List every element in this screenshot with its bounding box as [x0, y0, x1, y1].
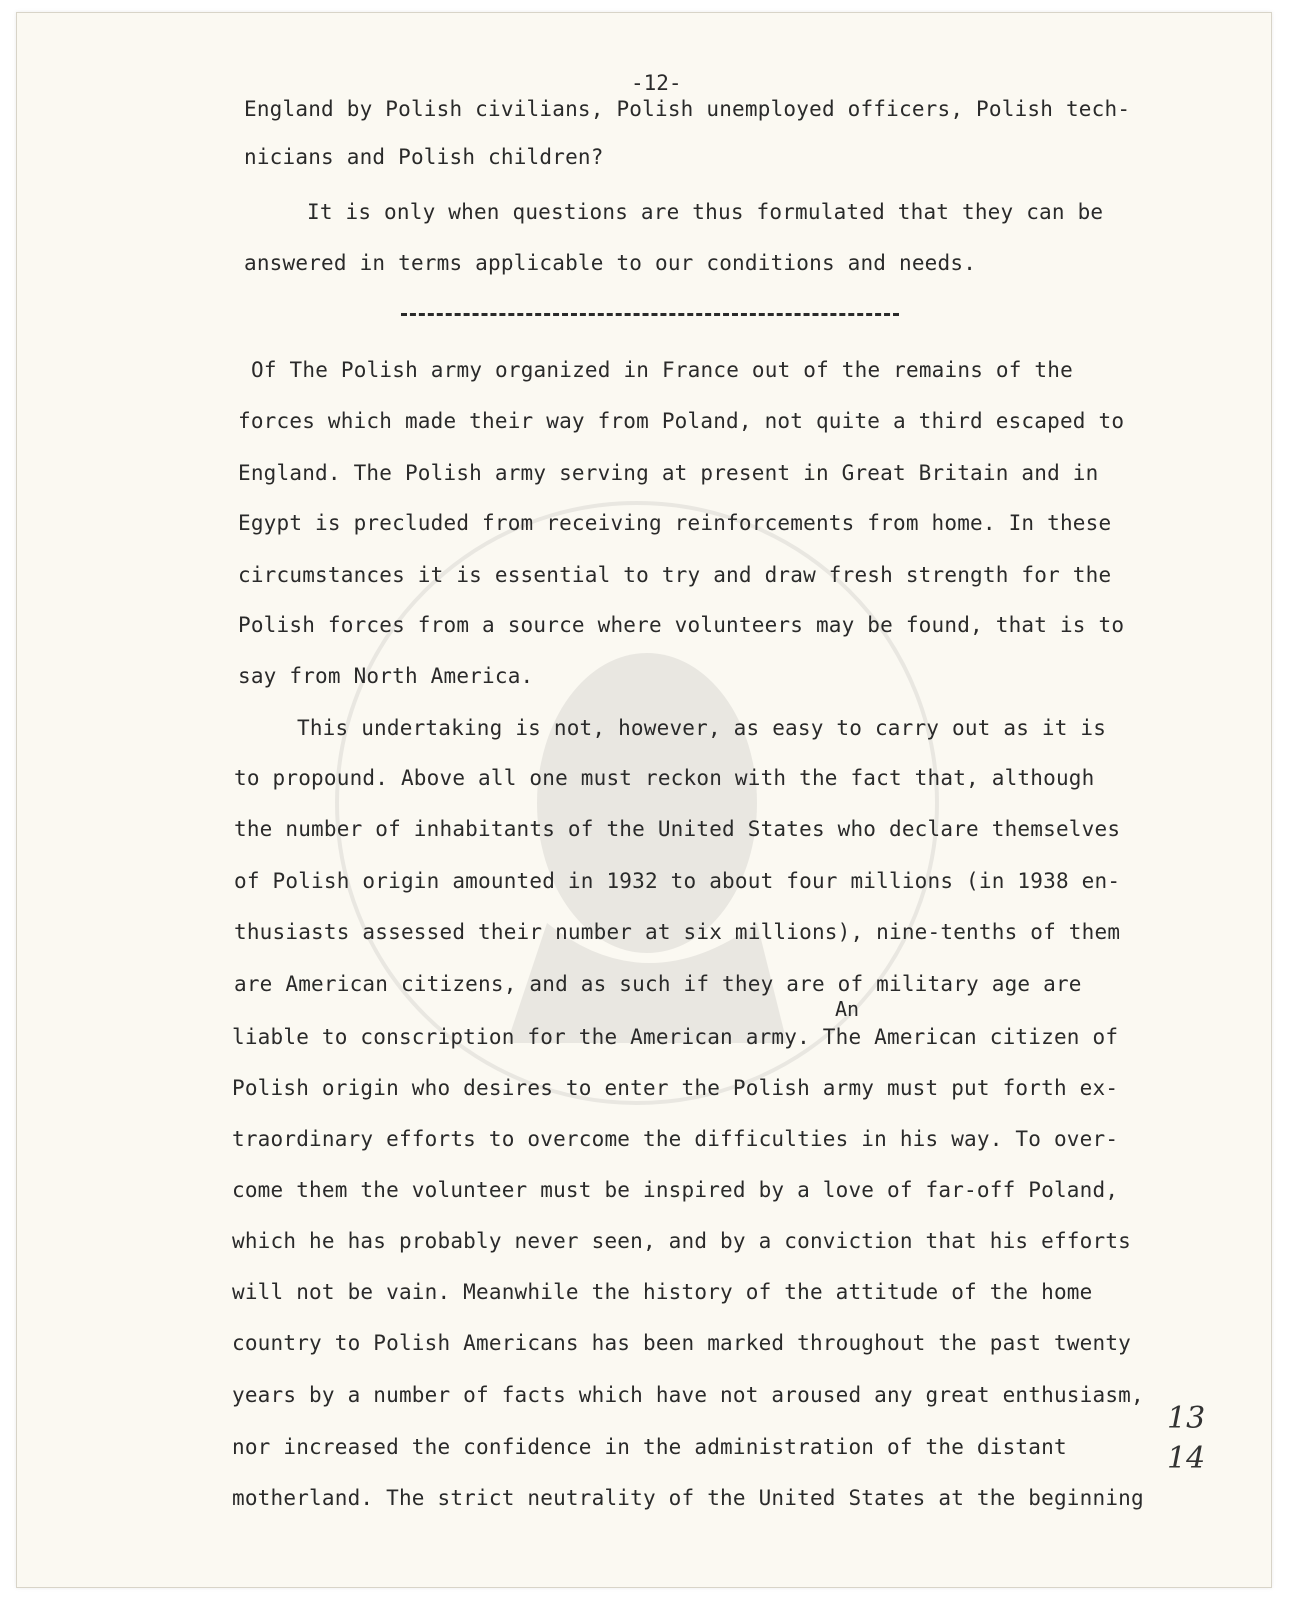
- page-number: -12-: [631, 71, 682, 95]
- text-line: Polish origin who desires to enter the Polish army must put forth ex-: [232, 1076, 1119, 1100]
- text-line: the number of inhabitants of the United States who declare themselves: [234, 817, 1121, 841]
- typed-insertion: An: [835, 997, 860, 1021]
- text-line: come them the volunteer must be inspired by a love of far-off Poland,: [232, 1178, 1119, 1202]
- handwritten-folio-number: 13: [1167, 1401, 1206, 1436]
- text-line: England. The Polish army serving at present in Great Britain and in: [238, 461, 1099, 485]
- text-line: Polish forces from a source where volunteers may be found, that is to: [238, 613, 1125, 637]
- text-line: motherland. The strict neutrality of the United States at the beginning: [232, 1486, 1144, 1510]
- text-line: Of The Polish army organized in France out of the remains of the: [251, 358, 1073, 382]
- text-line: circumstances it is essential to try and draw fresh strength for the: [238, 563, 1112, 587]
- text-line: will not be vain. Meanwhile the history of the attitude of the home: [232, 1280, 1093, 1304]
- text-line: years by a number of facts which have not aroused any great enthusiasm,: [232, 1383, 1144, 1407]
- text-line: This undertaking is not, however, as easy to carry out as it is: [297, 716, 1107, 740]
- text-line: liable to conscription for the American army. The American citizen of: [232, 1025, 1119, 1049]
- text-line: answered in terms applicable to our conditions and needs.: [244, 251, 977, 275]
- text-line: traordinary efforts to overcome the difficulties in his way. To over-: [232, 1127, 1119, 1151]
- text-line: It is only when questions are thus formulated that they can be: [307, 200, 1104, 224]
- text-line: thusiasts assessed their number at six millions), nine-tenths of them: [234, 920, 1121, 944]
- text-line: to propound. Above all one must reckon with the fact that, although: [234, 766, 1095, 790]
- text-line: England by Polish civilians, Polish unemployed officers, Polish tech-: [244, 97, 1131, 121]
- text-line: forces which made their way from Poland, not quite a third escaped to: [238, 409, 1125, 433]
- text-line: are American citizens, and as such if they are of military age are: [234, 972, 1082, 996]
- text-line: of Polish origin amounted in 1932 to about four millions (in 1938 en-: [234, 869, 1121, 893]
- handwritten-folio-number: 14: [1167, 1441, 1206, 1476]
- text-line: nicians and Polish children?: [244, 145, 604, 169]
- section-divider: [401, 313, 899, 316]
- text-line: country to Polish Americans has been marked throughout the past twenty: [232, 1331, 1132, 1355]
- text-line: Egypt is precluded from receiving reinforcements from home. In these: [238, 511, 1112, 535]
- text-line: which he has probably never seen, and by a conviction that his efforts: [232, 1229, 1132, 1253]
- text-line: nor increased the confidence in the administration of the distant: [232, 1435, 1067, 1459]
- text-line: say from North America.: [238, 664, 534, 688]
- document-page: [16, 12, 1272, 1588]
